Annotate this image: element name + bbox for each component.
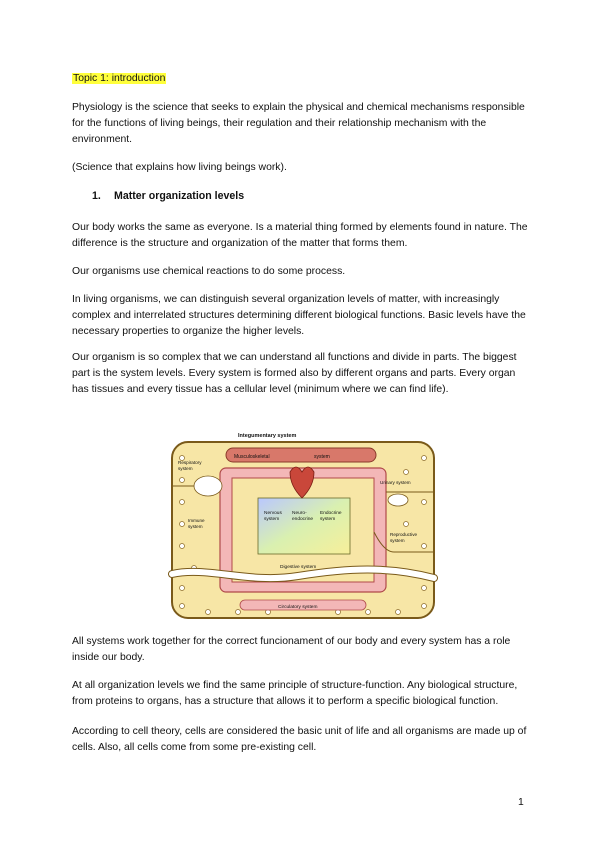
- intro-note: (Science that explains how living beings work).: [72, 162, 287, 173]
- paragraph-3: In living organisms, we can distinguish several organization levels of matter, with increasingly complex and interrelated structures determining different biological functions. Basic levels have the necessary properties to organize the higher levels.: [72, 294, 526, 337]
- label-circulatory: Circulatory system: [278, 605, 318, 610]
- paragraph-6b: According to cell theory, cells are considered the basic unit of life and all organisms are made up of cells. Also, all cells come from some pre-existing cell.: [72, 726, 527, 753]
- topic-title: Topic 1: introduction: [73, 73, 166, 84]
- body-systems-figure: [168, 428, 438, 624]
- label-respiratory-1: Respiratory: [178, 460, 202, 465]
- paragraph-1: Our body works the same as everyone. Is a material thing formed by elements found in nature. The difference is the structure and organization of the matter that forms them.: [72, 222, 528, 249]
- label-endocrine-1: Endocrine: [320, 511, 342, 516]
- section-number: 1.: [92, 190, 101, 202]
- label-immune-1: Immune: [188, 518, 205, 523]
- paragraph-6a: At all organization levels we find the same principle of structure-function. Any biological structure, from proteins to organs, has a structure that allows it to perform a specific biological function.: [72, 680, 518, 707]
- page-number: 1: [518, 797, 524, 808]
- label-digestive: Digestive system: [280, 565, 317, 570]
- paragraph-2: Our organisms use chemical reactions to do some process.: [72, 266, 346, 277]
- label-neuro-2: endocrine: [292, 517, 314, 522]
- label-musculoskeletal: Musculoskeletal: [234, 454, 270, 460]
- kidney-icon: [388, 494, 408, 506]
- label-endocrine-2: system: [320, 517, 336, 522]
- lungs-icon: [194, 476, 222, 496]
- body-systems-diagram: [168, 428, 438, 624]
- section-heading: [92, 190, 244, 202]
- label-reproductive-2: system: [390, 538, 405, 543]
- paragraph-4: Our organism is so complex that we can understand all functions and divide in parts. The biggest part is the system levels. Every system is formed also by different organs and parts. Every organ has tissues and every tissue has a cellular level (minimum where we can find life).: [72, 352, 517, 395]
- label-urinary: Urinary system: [380, 480, 411, 485]
- nervous-endocrine-box: [258, 498, 350, 554]
- intro-paragraph: Physiology is the science that seeks to explain the physical and chemical mechanisms responsible for the functions of living beings, their regulation and their relationship mechanism with the environment.: [72, 102, 525, 145]
- label-neuro-1: Neuro-: [292, 511, 307, 516]
- label-musculoskeletal-system: system: [314, 454, 330, 460]
- label-reproductive-1: Reproductive: [390, 532, 418, 537]
- label-integumentary: Integumentary system: [238, 433, 297, 439]
- topic-title-line: [72, 71, 532, 87]
- section-title: Matter organization levels: [114, 190, 245, 202]
- label-respiratory-2: system: [178, 466, 193, 471]
- label-nervous-2: system: [264, 517, 280, 522]
- label-immune-2: system: [188, 524, 203, 529]
- paragraph-5: All systems work together for the correct funcionament of our body and every system has a role inside our body.: [72, 636, 511, 663]
- label-nervous-1: Nervous: [264, 511, 282, 516]
